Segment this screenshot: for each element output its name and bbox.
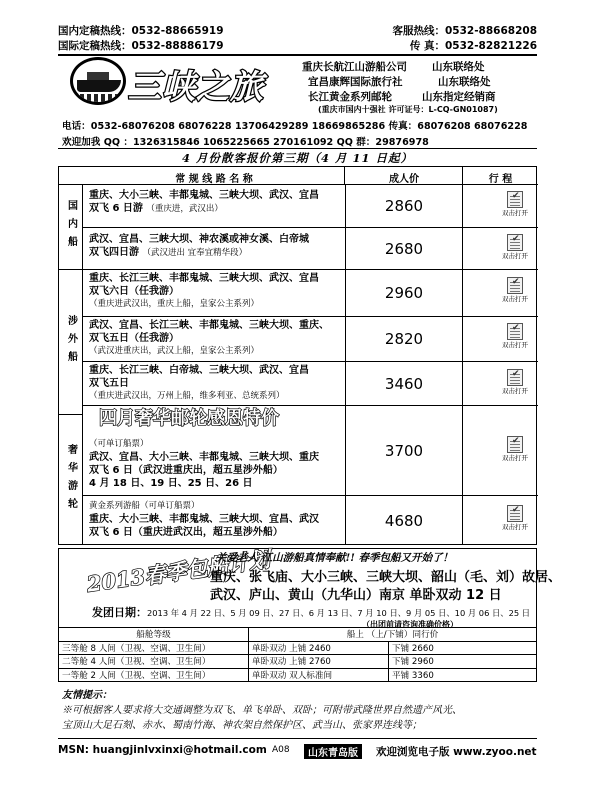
fare-row: 三等舱 8 人间（卫视、空调、卫生间） 单卧双动 上铺 2460 下铺 2660 xyxy=(59,641,537,655)
document-icon xyxy=(507,234,523,251)
website-link[interactable]: 欢迎浏览电子版 www.zyoo.net xyxy=(376,746,537,758)
departure-dates: 发团日期：2013 年 4 月 22 日、5 月 09 日、27 日、6 月 13 日、7 月 10 日、9 月 05 日、10 月 06 日、25 日 xyxy=(92,606,531,619)
route-text: （可单订船票） 武汉、宜昌、大小三峡、丰都鬼城、三峡大坝、重庆 双飞 6 日（武汉进重庆出，超五星涉外船） 4 月 18 日、19 日、25 日、26 日 xyxy=(89,439,319,489)
footer xyxy=(58,744,537,760)
itinerary-doc-button[interactable]: ✔ 双击打开 xyxy=(495,323,535,350)
fare-row: 一等舱 2 人间（卫视、空调、卫生间） 单卧双动 双人标准间 平铺 3360 xyxy=(59,668,537,682)
route-text: 重庆、长江三峡、白帝城、三峡大坝、武汉、宜昌 双飞五日 （重庆进武汉出，万州上船，维多利亚、总统系列） xyxy=(89,365,309,401)
charter-slogan: 关爱老人 江山游船真情奉献!! 春季包船又开始了！ xyxy=(216,552,454,564)
tips-title: 友情提示： xyxy=(62,690,112,701)
edition-tag: 山东青岛版 xyxy=(304,744,362,759)
fare-header-cabin: 船舱等级 xyxy=(59,628,249,642)
fare-table xyxy=(58,627,537,682)
logo-text: 三峡之旅 xyxy=(128,67,264,106)
table-header-row xyxy=(59,167,538,185)
price-table xyxy=(58,166,537,545)
fare-header-price: 船上 （上/下铺）同行价 xyxy=(249,628,537,642)
promo-title: 四月奢华邮轮感恩特价 xyxy=(99,408,279,429)
price-header: 成人价 xyxy=(389,174,419,185)
route-row xyxy=(83,317,538,362)
fax-number: 传 真：0532-82821226 xyxy=(409,40,537,52)
fare-row: 二等舱 4 人间（卫视、空调、卫生间） 单卧双动 上铺 2760 下铺 2960 xyxy=(59,655,537,669)
brand-logo xyxy=(70,57,292,107)
route-price: 2860 xyxy=(345,185,463,227)
tips-line-1: ※可根据客人要求将大交通调整为双飞、单飞单卧、双卧；可附带武隆世界自然遗产风光、 xyxy=(62,705,462,716)
category-luxury: 奢华游轮 xyxy=(59,415,83,545)
footer-divider xyxy=(58,738,537,739)
route-row xyxy=(83,406,538,496)
contact-divider xyxy=(58,148,537,149)
route-row xyxy=(83,228,538,270)
domestic-hotline: 国内定稿热线：0532-88665919 xyxy=(58,25,224,37)
route-row xyxy=(83,185,538,228)
itinerary-doc-button[interactable]: ✔ 双击打开 xyxy=(495,436,535,463)
document-icon xyxy=(507,436,523,453)
document-icon xyxy=(507,323,523,340)
issue-title: 4 月份散客报价第三期（4 月 11 日起） xyxy=(181,151,414,165)
ship-icon xyxy=(70,57,126,105)
charter-route-line-1: 重庆、张飞庙、大小三峡、三峡大坝、韶山（毛、刘）故居、 xyxy=(210,570,562,585)
intl-hotline: 国际定稿热线：0532-88886179 xyxy=(58,40,224,52)
itinerary-doc-button[interactable]: ✔ 双击打开 xyxy=(495,277,535,304)
route-price: 2960 xyxy=(345,270,463,316)
itinerary-doc-button[interactable]: ✔ 双击打开 xyxy=(495,505,535,532)
route-row xyxy=(83,362,538,406)
qq-line: 欢迎加我 QQ ：1326315846 1065225665 270161092 QQ 群：29876978 xyxy=(62,137,429,148)
route-price: 2820 xyxy=(345,317,463,361)
charter-logo: 2013春季包船计划 xyxy=(85,546,272,597)
document-icon xyxy=(507,191,523,208)
document-icon xyxy=(507,277,523,294)
route-row xyxy=(83,270,538,317)
hotline-row-2 xyxy=(58,38,537,52)
route-text: 黄金系列游船（可单订船票） 重庆、大小三峡、丰都鬼城、三峡大坝、宜昌、武汉 双飞 6 日（重庆进武汉出，超五星涉外船） xyxy=(89,501,319,538)
category-foreign: 涉外船 xyxy=(59,270,83,415)
document-icon xyxy=(507,505,523,522)
fare-header-row xyxy=(59,628,537,642)
agency-office: 山东指定经销商 xyxy=(422,91,496,103)
service-hotline: 客服热线：0532-88668208 xyxy=(392,25,537,37)
route-price: 2680 xyxy=(345,228,463,269)
route-row xyxy=(83,496,538,545)
page-number: A08 xyxy=(272,745,290,755)
category-domestic: 国内船 xyxy=(59,185,83,270)
agency-office: 山东联络处 xyxy=(432,61,485,73)
license-number: (重庆市国内十强社 许可证号：L-CQ-GN01087) xyxy=(318,105,498,114)
route-price: 3700 xyxy=(345,406,463,495)
route-header: 常 规 线 路 名 称 xyxy=(175,174,253,185)
itinerary-doc-button[interactable]: ✔ 双击打开 xyxy=(495,234,535,261)
document-icon xyxy=(507,369,523,386)
agency-name: 重庆长航江山游船公司 xyxy=(302,61,407,73)
charter-route-line-2: 武汉、庐山、黄山（九华山）南京 单卧双动 12 日 xyxy=(210,588,502,603)
route-text: 武汉、宜昌、三峡大坝、神农溪或神女溪、白帝城 双飞四日游 （武汉进出 宜奉宜精华段） xyxy=(89,234,309,258)
route-price: 3460 xyxy=(345,362,463,405)
route-text: 武汉、宜昌、长江三峡、丰都鬼城、三峡大坝、重庆、 双飞五日（任我游） （武汉进重庆出，武汉上船，皇家公主系列） xyxy=(89,320,329,356)
itinerary-doc-button[interactable]: ✔ 双击打开 xyxy=(495,369,535,396)
msn-contact: MSN: huangjinlvxinxi@hotmail.com xyxy=(58,744,267,756)
itinerary-doc-button[interactable]: ✔ 双击打开 xyxy=(495,191,535,218)
header-divider xyxy=(58,54,537,56)
tips-line-2: 宝顶山大足石刻、赤水、蜀南竹海、神农架自然保护区、武当山、张家界连线等； xyxy=(62,720,422,731)
agency-name: 长江黄金系列邮轮 xyxy=(308,91,392,103)
itinerary-header: 行 程 xyxy=(488,174,513,185)
route-text: 重庆、长江三峡、丰都鬼城、三峡大坝、武汉、宜昌 双飞六日（任我游） （重庆进武汉出，重庆上船，皇家公主系列） xyxy=(89,273,319,309)
agency-name: 宜昌康辉国际旅行社 xyxy=(308,76,403,88)
departure-note: （出团前请咨询准确价格） xyxy=(362,620,458,629)
route-text: 重庆、大小三峡、丰都鬼城、三峡大坝、武汉、宜昌 双飞 6 日游 （重庆进，武汉出） xyxy=(89,190,319,214)
route-price: 4680 xyxy=(345,496,463,545)
hotline-row-1 xyxy=(58,23,537,37)
phone-line: 电话：0532-68076208 68076228 13706429289 18669865286 传真：68076208 68076228 xyxy=(62,121,528,132)
agency-office: 山东联络处 xyxy=(438,76,491,88)
